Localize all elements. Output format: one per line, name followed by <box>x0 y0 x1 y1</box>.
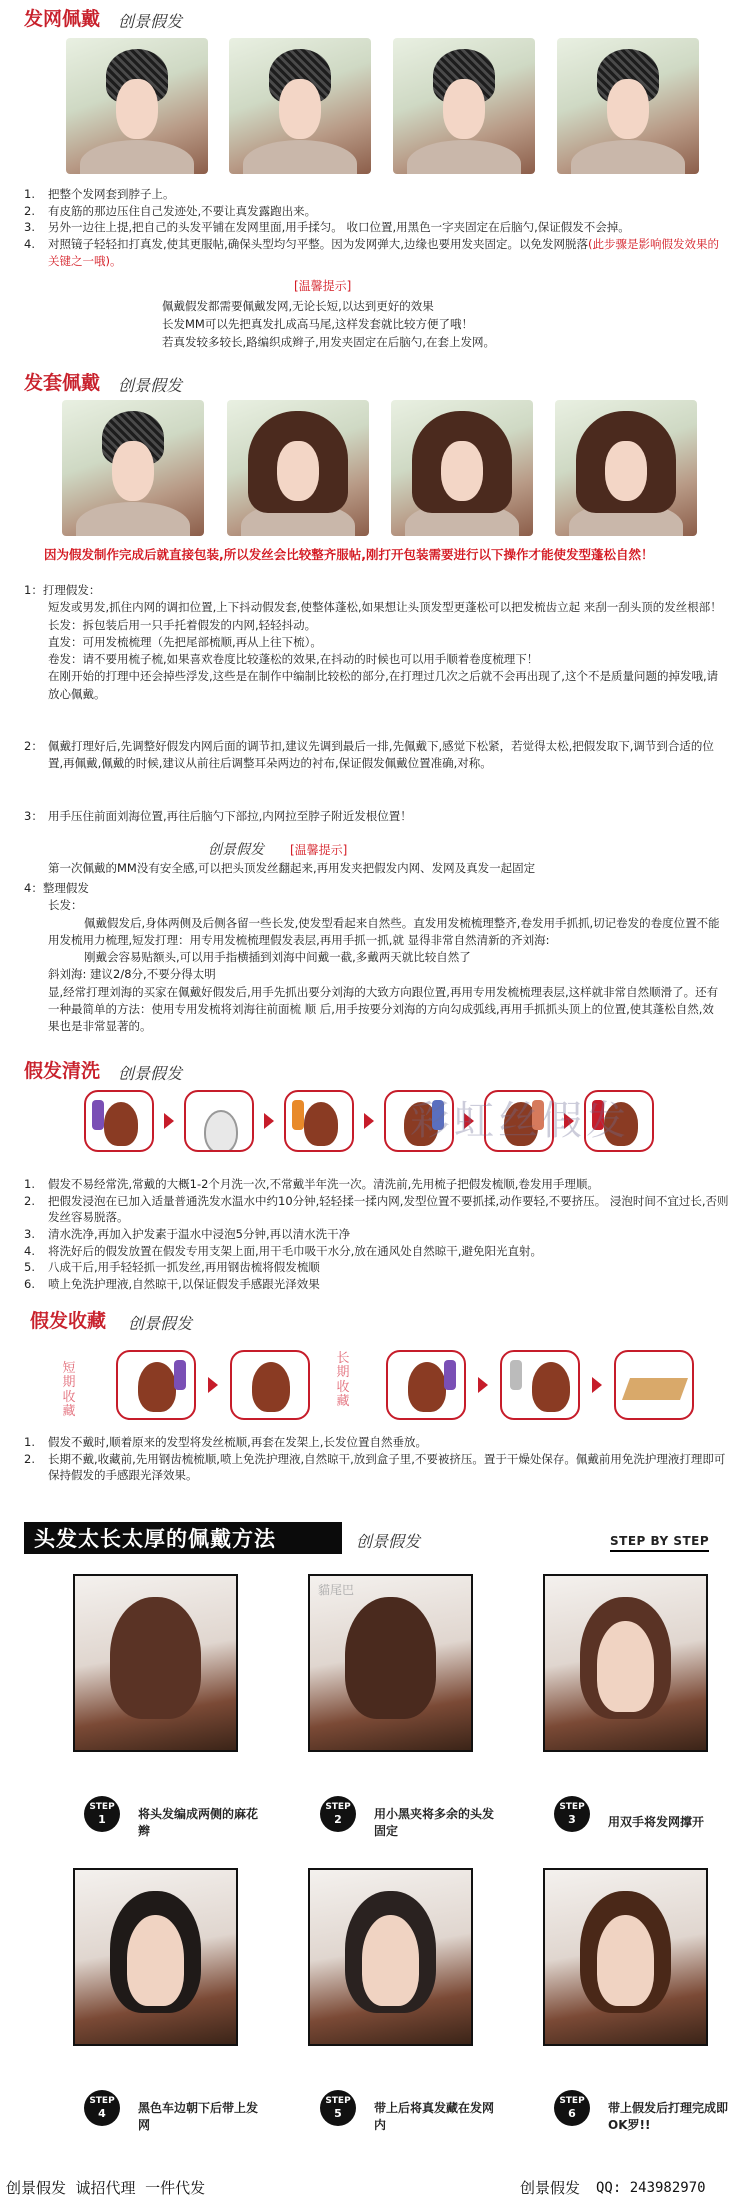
long-hair-brand: 创景假发 <box>356 1532 421 1551</box>
comb-wig-icon <box>84 1090 154 1152</box>
step-6-text: 带上假发后打理完成即OK罗!! <box>608 2101 729 2133</box>
wig-section-brand: 创景假发 <box>118 376 183 395</box>
soak-basin-icon <box>184 1090 254 1152</box>
net-section-title: 发网佩戴 <box>24 8 101 30</box>
wig-section-title: 发套佩戴 <box>24 372 101 394</box>
wig-item-1: 1：打理假发： 短发或男发,抓住内网的调扣位置,上下抖动假发套,使整体蓬松,如果想让头顶发型更蓬松可以把发梳齿立起 来刮一刮头顶的发丝根部！ 长发：拆包装后用一只手托着假发的内网,轻轻抖动。 直发：可用发梳梳理（先把尾部梳顺,再从上往下梳）。 卷发：请不要用梳子梳,如果喜欢卷度比较蓬松的效果,在抖动的时候也可以用手顺着卷度梳理下！ 在刚开始的打理中还会掉些浮发,这些是在制作中编制比较松的部分,在打理过几次之后就不会再出现了,这个不是质量问题的掉发哦,请放心佩戴。 <box>24 583 722 701</box>
step-3-text: 用双手将发网撑开 <box>608 1815 705 1829</box>
step-3-photo <box>543 1574 708 1752</box>
net-section-brand: 创景假发 <box>118 12 183 31</box>
wig-photo-4 <box>555 400 697 536</box>
spray-bottle-icon <box>500 1350 580 1420</box>
storage-box-icon <box>614 1350 694 1420</box>
net-photo-4 <box>557 38 699 174</box>
tip-line: 若真发较多较长,路编织成辫子,用发夹固定在后脑勺,在套上发网。 <box>162 334 495 349</box>
net-tips <box>162 298 722 351</box>
footer-left: 创景假发 诚招代理 一件代发 <box>6 2179 206 2197</box>
footer <box>0 2172 750 2204</box>
tip-line: 佩戴假发都需要佩戴发网,无论长短,以达到更好的效果 <box>162 299 434 313</box>
wig-item-2: 2： 佩戴打理好后,先调整好假发内网后面的调节扣,建议先调到最后一排,先佩戴下,感觉下松紧，若觉得太松,把假发取下,调节到合适的位置,再佩戴,佩戴的时候,建议从前往后调整耳朵两边的衬布,保证假发佩戴位置准确,对称。 <box>24 739 714 771</box>
list-item: 5. 八成干后,用手轻轻抓一抓发丝,再用钢齿梳将假发梳顺 <box>24 1260 320 1275</box>
list-item: 4. 对照镜子轻轻扣打真发,使其更服帖,确保头型均匀平整。因为发网弹大,边缘也要用发夹固定。以免发网脱落(此步骤是影响假发效果的关键之一哦)。 <box>24 237 719 268</box>
step-1-text: 将头发编成两侧的麻花辫 <box>138 1807 259 1839</box>
wig-photo-1 <box>62 400 204 536</box>
tip-line: 长发MM可以先把真发扎成高马尾,这样发套就比较方便了哦！ <box>162 316 473 331</box>
list-item: 3. 清水洗净,再加入护发素于温水中浸泡5分钟,再以清水洗干净 <box>24 1227 351 1242</box>
footer-brand: 创景假发 <box>520 2179 581 2197</box>
short-term-label: 短期收藏 <box>62 1361 76 1419</box>
net-photo-2 <box>229 38 371 174</box>
net-photo-1 <box>66 38 208 174</box>
wig-comb-icon <box>386 1350 466 1420</box>
conditioner-icon <box>284 1090 354 1152</box>
long-hair-header: 头发太长太厚的佩戴方法 <box>24 1522 342 1554</box>
step-4-photo <box>73 1868 238 2046</box>
list-item: 2. 有皮筋的那边压住自己发迹处,不要让真发露跑出来。 <box>24 203 317 218</box>
step-5-badge: STEP 5 <box>320 2090 356 2126</box>
step-2-badge: STEP 2 <box>320 1796 356 1832</box>
wig-item-4: 4：整理假发 长发： 佩戴假发后,身体两侧及后侧各留一些长发,使发型看起来自然些。直发用发梳梳理整齐,卷发用手抓抓,切记卷发的卷度位置不能用发梳用力梳理,短发打理：用专用发梳梳理假发表层,再用手抓一抓,就 显得非常自然清新的齐刘海: 刚戴会容易贴额头,可以用手指横插到刘海中间戴一截,多戴两天就比较自然了 斜刘海: 建议2/8分,不要分得太明 显,经常打理刘海的买家在佩戴好假发后,用手先抓出要分刘海的大致方向跟位置,再用专用发梳梳理表层,这样就非常自然顺滑了。还有一种最简单的方法：使用专用发梳将刘海往前面梳 顺 后,用手按要分刘海的方向勾成弧线,再用手抓抓头顶上的位置,使其蓬松自然,效果也是非常显著的。 <box>24 881 720 1033</box>
watermark: 彩虹丝假发 <box>410 1098 630 1144</box>
net-photo-3 <box>393 38 535 174</box>
arrow-right-icon <box>478 1377 488 1393</box>
net-steps-list <box>24 186 724 269</box>
footer-qq: QQ: 243982970 <box>596 2180 706 2196</box>
list-item: 4. 将洗好后的假发放置在假发专用支架上面,用干毛巾吸干水分,放在通风处自然晾干,避免阳光直射。 <box>24 1243 542 1258</box>
wash-section-brand: 创景假发 <box>118 1064 183 1083</box>
list-item: 3. 另外一边往上提,把自己的头发平铺在发网里面,用手揉匀。 收口位置,用黑色一字夹固定在后脑勺,保证假发不会掉。 <box>24 220 630 235</box>
list-item: 6. 喷上免洗护理液,自然晾干,以保证假发手感跟光泽效果 <box>24 1277 320 1292</box>
step-1-badge: STEP 1 <box>84 1796 120 1832</box>
list-item: 1. 假发不戴时,顺着原来的发型将发丝梳顺,再套在发架上,长发位置自然垂放。 <box>24 1435 427 1449</box>
step-5-photo <box>308 1868 473 2046</box>
wig-photo-2 <box>227 400 369 536</box>
step-4-text: 黑色车边朝下后带上发网 <box>138 2101 259 2133</box>
step-6-badge: STEP 6 <box>554 2090 590 2126</box>
step-2-text: 用小黑夹将多余的头发固定 <box>374 1807 495 1839</box>
store-long-icons <box>386 1350 694 1420</box>
arrow-right-icon <box>364 1113 374 1129</box>
step-3-badge: STEP 3 <box>554 1796 590 1832</box>
wig-item-3: 3： 用手压住前面刘海位置,再往后脑勺下部拉,内网拉至脖子附近发根位置！ <box>24 809 412 823</box>
list-item: 2. 长期不戴,收藏前,先用钢齿梳梳顺,喷上免洗护理液,自然晾干,放到盒子里,不要被挤压。置于干燥处保存。佩戴前用免洗护理液打理即可保持假发的手感跟光泽效果。 <box>24 1451 726 1483</box>
list-item: 2. 把假发浸泡在已加入适量普通洗发水温水中约10分钟,轻轻揉一揉内网,发型位置不要抓揉,动作要轻,不要挤压。 浸泡时间不宜过长,否则发丝容易脱落。 <box>24 1193 729 1225</box>
arrow-right-icon <box>164 1113 174 1129</box>
wig-tip-brand: 创景假发 <box>208 842 264 858</box>
wig-warning: 因为假发制作完成后就直接包装,所以发丝会比较整齐服帖,刚打开包装需要进行以下操作才能使发型蓬松自然！ <box>44 547 654 562</box>
arrow-right-icon <box>208 1377 218 1393</box>
wig-stand-icon <box>230 1350 310 1420</box>
wig-photo-3 <box>391 400 533 536</box>
wash-steps-list <box>24 1176 729 1293</box>
arrow-right-icon <box>592 1377 602 1393</box>
step-by-step-label: STEP BY STEP <box>610 1533 709 1552</box>
store-section-title: 假发收藏 <box>30 1310 107 1332</box>
arrow-right-icon <box>264 1113 274 1129</box>
long-term-label: 长期收藏 <box>336 1351 350 1409</box>
step-5-text: 带上后将真发藏在发网内 <box>374 2101 495 2133</box>
step-4-badge: STEP 4 <box>84 2090 120 2126</box>
step-2-photo: 貓尾巴 <box>308 1574 473 1752</box>
wig-comb-icon <box>116 1350 196 1420</box>
store-steps-list <box>24 1434 729 1484</box>
step-1-photo <box>73 1574 238 1752</box>
wash-section-title: 假发清洗 <box>24 1060 101 1082</box>
net-tip-label: [温馨提示] <box>294 279 352 293</box>
list-item: 1. 把整个发网套到脖子上。 <box>24 187 175 201</box>
list-item: 1. 假发不易经常洗,常戴的大概1-2个月洗一次,不常戴半年洗一次。清洗前,先用梳子把假发梳顺,卷发用手理顺。 <box>24 1177 599 1191</box>
wig-tip-line: 第一次佩戴的MM没有安全感,可以把头顶发丝翻起来,再用发夹把假发内网、发网及真发一起固定 <box>48 861 536 875</box>
wig-tip-label: [温馨提示] <box>290 843 348 857</box>
store-section-brand: 创景假发 <box>128 1314 193 1333</box>
store-short-icons <box>116 1350 310 1420</box>
step-6-photo <box>543 1868 708 2046</box>
